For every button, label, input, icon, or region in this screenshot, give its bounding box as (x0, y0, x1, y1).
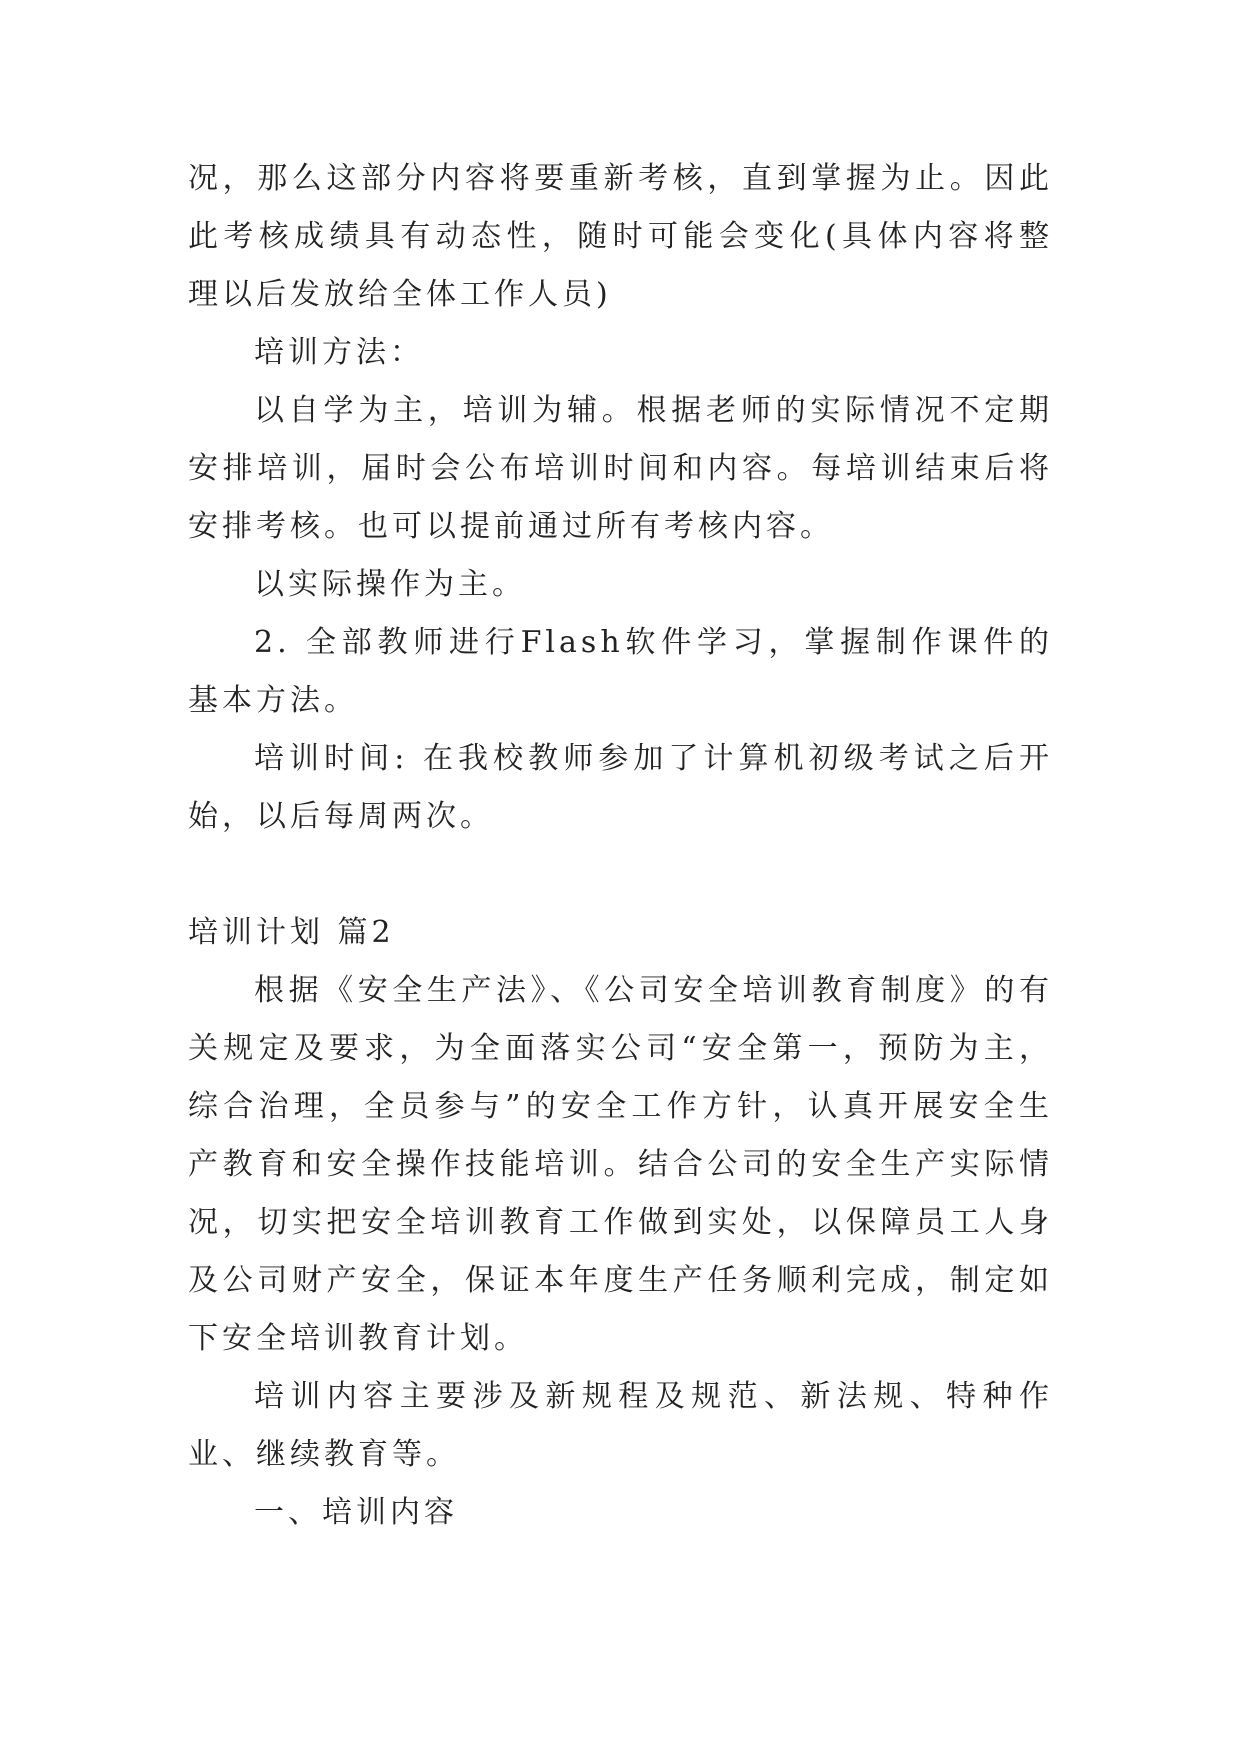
paragraph: 以实际操作为主。 (254, 567, 526, 602)
paragraph: 培训时间: 在我校教师参加了计算机初级考试之后开始，以后每周两次。 (188, 741, 1053, 834)
paragraph: 培训方法： (254, 335, 424, 370)
paragraph: 以自学为主，培训为辅。根据老师的实际情况不定期安排培训，届时会公布培训时间和内容。每培训结束后将安排考核。也可以提前通过所有考核内容。 (188, 393, 1053, 544)
document-body (188, 150, 1053, 1542)
paragraph: 根据《安全生产法》、《公司安全培训教育制度》的有关规定及要求，为全面落实公司“安全第一，预防为主，综合治理，全员参与”的安全工作方针，认真开展安全生产教育和安全操作技能培训。结合公司的安全生产实际情况，切实把安全培训教育工作做到实处，以保障员工人身及公司财产安全，保证本年度生产任务顺利完成，制定如下安全培训教育计划。 (188, 973, 1053, 1356)
paragraph: 一、培训内容 (254, 1495, 458, 1530)
paragraph: 2. 全部教师进行Flash软件学习，掌握制作课件的基本方法。 (188, 625, 1053, 718)
paragraph: 培训内容主要涉及新规程及规范、新法规、特种作业、继续教育等。 (188, 1379, 1053, 1472)
section-title: 培训计划 篇2 (188, 915, 395, 950)
paragraph: 况，那么这部分内容将要重新考核，直到掌握为止。因此此考核成绩具有动态性，随时可能会变化(具体内容将整理以后发放给全体工作人员) (188, 161, 1053, 312)
